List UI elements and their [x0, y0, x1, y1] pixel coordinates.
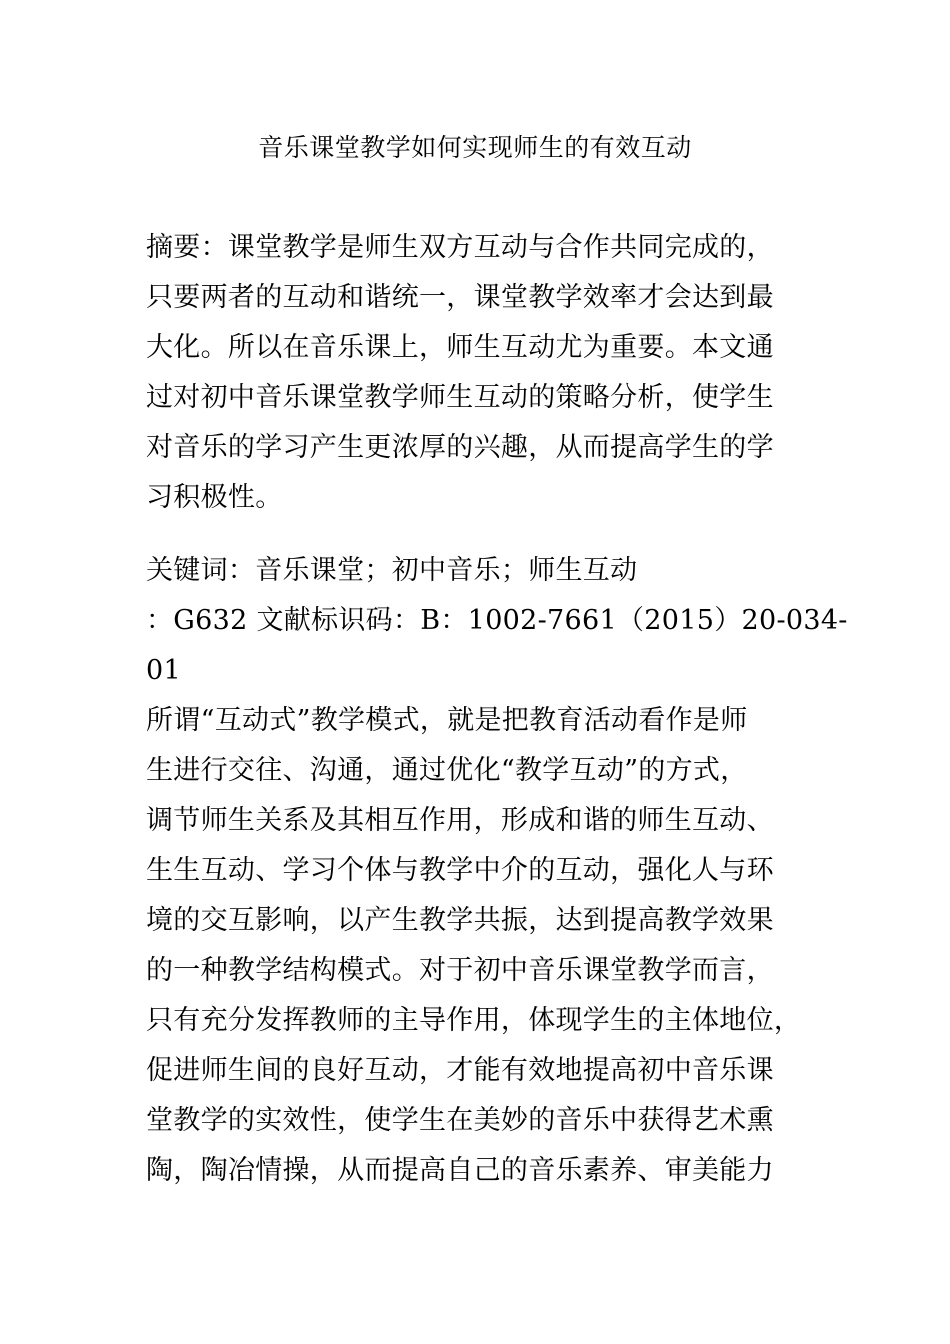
body-line-1: 所谓“互动式”教学模式，就是把教育活动看作是师 [146, 705, 748, 736]
document-title: 音乐课堂教学如何实现师生的有效互动 [258, 133, 692, 162]
classification-line-1: ：G632 文献标识码：B：1002-7661（2015）20-034- [146, 605, 848, 636]
classification-line-2: 01 [146, 655, 181, 686]
abstract-line-2: 只要两者的互动和谐统一，课堂教学效率才会达到最 [146, 282, 774, 313]
body-line-9: 堂教学的实效性，使学生在美妙的音乐中获得艺术熏 [146, 1105, 774, 1136]
body-line-6: 的一种教学结构模式。对于初中音乐课堂教学而言， [146, 955, 774, 986]
body-line-4: 生生互动、学习个体与教学中介的互动，强化人与环 [146, 855, 774, 886]
keywords-line: 关键词：音乐课堂；初中音乐；师生互动 [146, 555, 638, 586]
body-line-10: 陶，陶冶情操，从而提高自己的音乐素养、审美能力 [146, 1155, 774, 1186]
body-line-8: 促进师生间的良好互动，才能有效地提高初中音乐课 [146, 1055, 774, 1086]
abstract-line-6: 习积极性。 [146, 482, 283, 513]
body-line-7: 只有充分发挥教师的主导作用，体现学生的主体地位， [146, 1005, 802, 1036]
abstract-line-4: 过对初中音乐课堂教学师生互动的策略分析，使学生 [146, 382, 774, 413]
abstract-line-3: 大化。所以在音乐课上，师生互动尤为重要。本文通 [146, 332, 774, 363]
abstract-line-1: 摘要：课堂教学是师生双方互动与合作共同完成的， [146, 232, 774, 263]
body-line-5: 境的交互影响，以产生教学共振，达到提高教学效果 [146, 905, 774, 936]
body-line-3: 调节师生关系及其相互作用，形成和谐的师生互动、 [146, 805, 774, 836]
abstract-line-5: 对音乐的学习产生更浓厚的兴趣，从而提高学生的学 [146, 432, 774, 463]
body-line-2: 生进行交往、沟通，通过优化“教学互动”的方式， [146, 755, 748, 786]
